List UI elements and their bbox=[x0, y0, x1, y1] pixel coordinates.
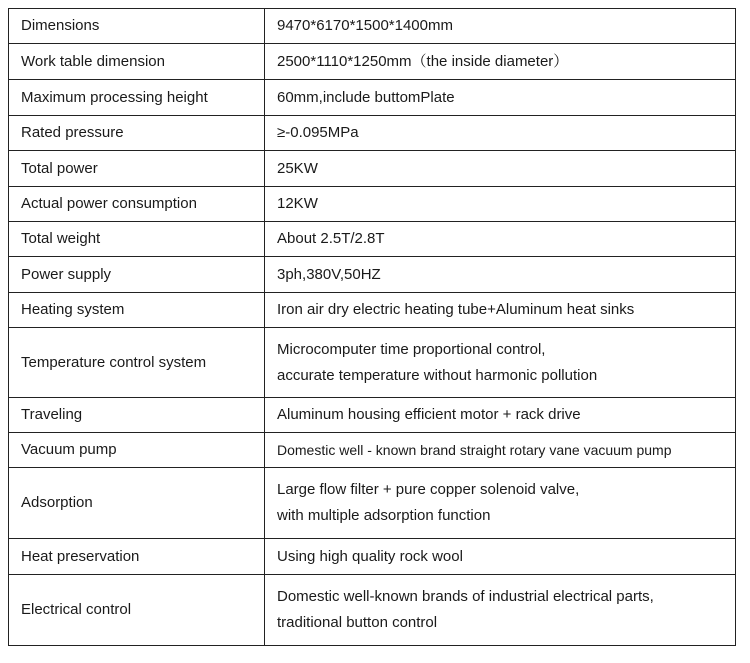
row-label: Total weight bbox=[9, 222, 265, 257]
row-label: Power supply bbox=[9, 257, 265, 293]
value-line: 12KW bbox=[277, 195, 318, 212]
row-value bbox=[265, 398, 736, 433]
row-value bbox=[265, 44, 736, 80]
value-line: Domestic well-known brands of industrial electrical parts, bbox=[277, 588, 654, 605]
value-line: About 2.5T/2.8T bbox=[277, 230, 385, 247]
row-value bbox=[265, 151, 736, 187]
value-line: 2500*1110*1250mm（the inside diameter） bbox=[277, 52, 569, 70]
value-line: 25KW bbox=[277, 159, 318, 177]
row-label: Actual power consumption bbox=[9, 187, 265, 222]
table-row bbox=[9, 187, 736, 222]
table-row bbox=[9, 398, 736, 433]
value-line: accurate temperature without harmonic pollution bbox=[277, 366, 598, 384]
value-line: Aluminum housing efficient motor + rack drive bbox=[277, 406, 581, 423]
row-value bbox=[265, 222, 736, 257]
value-line: 3ph,380V,50HZ bbox=[277, 265, 381, 283]
value-line: traditional button control bbox=[277, 614, 438, 631]
row-value bbox=[265, 9, 736, 44]
table-row bbox=[9, 222, 736, 257]
value-line: Domestic well - known brand straight rotary vane vacuum pump bbox=[277, 442, 672, 458]
row-label: Vacuum pump bbox=[9, 433, 265, 468]
table-row bbox=[9, 328, 736, 398]
row-value bbox=[265, 539, 736, 575]
table-row bbox=[9, 9, 736, 44]
row-value bbox=[265, 116, 736, 151]
row-value bbox=[265, 187, 736, 222]
row-label: Heating system bbox=[9, 293, 265, 328]
table-row bbox=[9, 257, 736, 293]
row-value bbox=[265, 433, 736, 468]
value-line: Using high quality rock wool bbox=[277, 547, 463, 565]
table-row bbox=[9, 433, 736, 468]
table-row bbox=[9, 468, 736, 539]
row-label: Rated pressure bbox=[9, 116, 265, 151]
row-value bbox=[265, 80, 736, 116]
spec-table bbox=[8, 8, 736, 646]
value-line: Large flow filter + pure copper solenoid valve, bbox=[277, 481, 580, 498]
table-row bbox=[9, 80, 736, 116]
value-line: ≥-0.095MPa bbox=[277, 124, 359, 141]
row-label: Maximum processing height bbox=[9, 80, 265, 116]
row-value bbox=[265, 468, 736, 539]
row-label: Dimensions bbox=[9, 9, 265, 44]
table-row bbox=[9, 575, 736, 646]
row-label: Total power bbox=[9, 151, 265, 187]
row-value bbox=[265, 293, 736, 328]
value-line: with multiple adsorption function bbox=[277, 507, 491, 524]
table-row bbox=[9, 116, 736, 151]
row-label: Traveling bbox=[9, 398, 265, 433]
table-row bbox=[9, 539, 736, 575]
table-row bbox=[9, 44, 736, 80]
row-value bbox=[265, 575, 736, 646]
row-label: Adsorption bbox=[9, 468, 265, 539]
row-value bbox=[265, 328, 736, 398]
row-label: Electrical control bbox=[9, 575, 265, 646]
row-label: Work table dimension bbox=[9, 44, 265, 80]
table-row bbox=[9, 293, 736, 328]
value-line: 60mm,include buttomPlate bbox=[277, 88, 455, 106]
row-label: Heat preservation bbox=[9, 539, 265, 575]
value-line: Microcomputer time proportional control, bbox=[277, 340, 546, 358]
table-row bbox=[9, 151, 736, 187]
value-line: Iron air dry electric heating tube+Aluminum heat sinks bbox=[277, 301, 635, 318]
row-value bbox=[265, 257, 736, 293]
value-line: 9470*6170*1500*1400mm bbox=[277, 17, 453, 34]
row-label: Temperature control system bbox=[9, 328, 265, 398]
